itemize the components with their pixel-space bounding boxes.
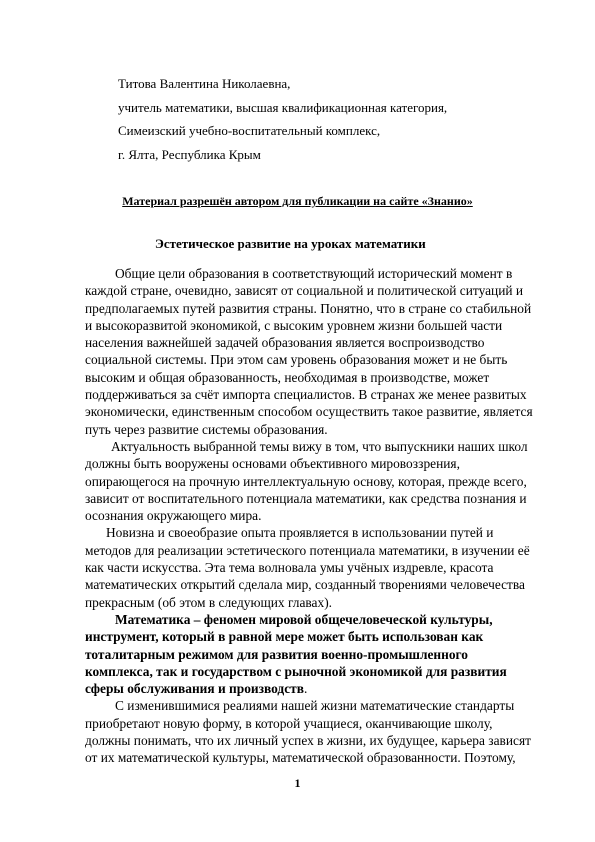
body-line: Общие цели образования в соответствующий исторический момент в	[115, 266, 513, 281]
body-line: социальной системы. При этом сам уровень образования может и не быть	[85, 352, 508, 368]
body-line: должны понимать, что их личный успех в жизни, их будущее, карьера зависят	[85, 733, 531, 749]
body-line: зависит от воспитательного потенциала математики, как средства познания и	[85, 490, 527, 506]
page-number: 1	[294, 776, 301, 790]
body-line-bold: тоталитарным режимом для развития военно-промышленного	[85, 646, 468, 662]
body-line: прекрасным (об этом в следующих главах).	[85, 594, 332, 610]
permission-notice: Материал разрешён автором для публикации на сайте «Знанио»	[122, 194, 473, 208]
author-city: г. Ялта, Республика Крым	[118, 146, 261, 162]
body-line: Новизна и своеобразие опыта проявляется в использовании путей и	[106, 525, 494, 541]
body-line: должны быть вооружены основами объективного мировоззрения,	[85, 456, 460, 472]
body-line-bold-part: сферы обслуживания и производств	[85, 681, 304, 697]
body-line-bold: комплекса, так и государством с рыночной экономикой для развития	[85, 663, 507, 679]
author-block	[118, 72, 447, 166]
body-line: каждой стране, очевидно, зависят от социальной и политической ситуаций и	[85, 283, 524, 299]
body-line: как части искусства. Эта тема волновала умы учёных издревле, красота	[85, 560, 494, 576]
article-title: Эстетическое развитие на уроках математики	[155, 236, 426, 251]
body-line: путь через развитие системы образования.	[85, 421, 328, 437]
body-line: и высокоразвитой экономикой, с высоким уровнем жизни большей части	[85, 317, 503, 333]
body-line: приобретают новую форму, в которой учащиеся, оканчивающие школу,	[85, 715, 493, 731]
body-line: поддерживаться за счёт импорта специалистов. В странах же менее развитых	[85, 387, 527, 403]
body-line: высоким и общая образованность, необходимая в производстве, может	[85, 369, 490, 385]
body-line: от их математической культуры, математической образованности. Поэтому,	[85, 750, 516, 766]
body-line-bold: Математика – феномен мировой общечеловеческой культуры,	[115, 611, 493, 627]
author-name: Титова Валентина Николаевна,	[118, 76, 291, 91]
author-position: учитель математики, высшая квалификационная категория,	[118, 99, 448, 115]
body-line: осознания окружающего мира.	[85, 508, 262, 524]
article-body	[85, 265, 560, 767]
body-line: населения важнейшей задачей образования является воспроизводство	[85, 335, 485, 351]
body-line	[85, 680, 560, 697]
body-line-period: .	[303, 681, 308, 697]
body-line: Актуальность выбранной темы вижу в том, что выпускники наших школ	[111, 438, 528, 454]
body-line: С изменившимися реалиями нашей жизни математические стандарты	[115, 698, 515, 714]
body-line: опирающегося на прочную интеллектуальную основу, которая, прежде всего,	[85, 473, 527, 489]
body-line: экономически, единственным способом осуществить такое развитие, является	[85, 404, 533, 420]
body-line: методов для реализации эстетического потенциала математики, в изучении её	[85, 542, 530, 558]
body-line-bold: инструмент, который в равной мере может быть использован как	[85, 629, 484, 645]
body-line: математических открытий сделала мир, созданный творениями человечества	[85, 577, 525, 593]
author-school: Симеизский учебно-воспитательный комплекс,	[118, 123, 381, 138]
body-line: предполагаемых путей развития страны. Понятно, что в стране со стабильной	[85, 300, 532, 316]
